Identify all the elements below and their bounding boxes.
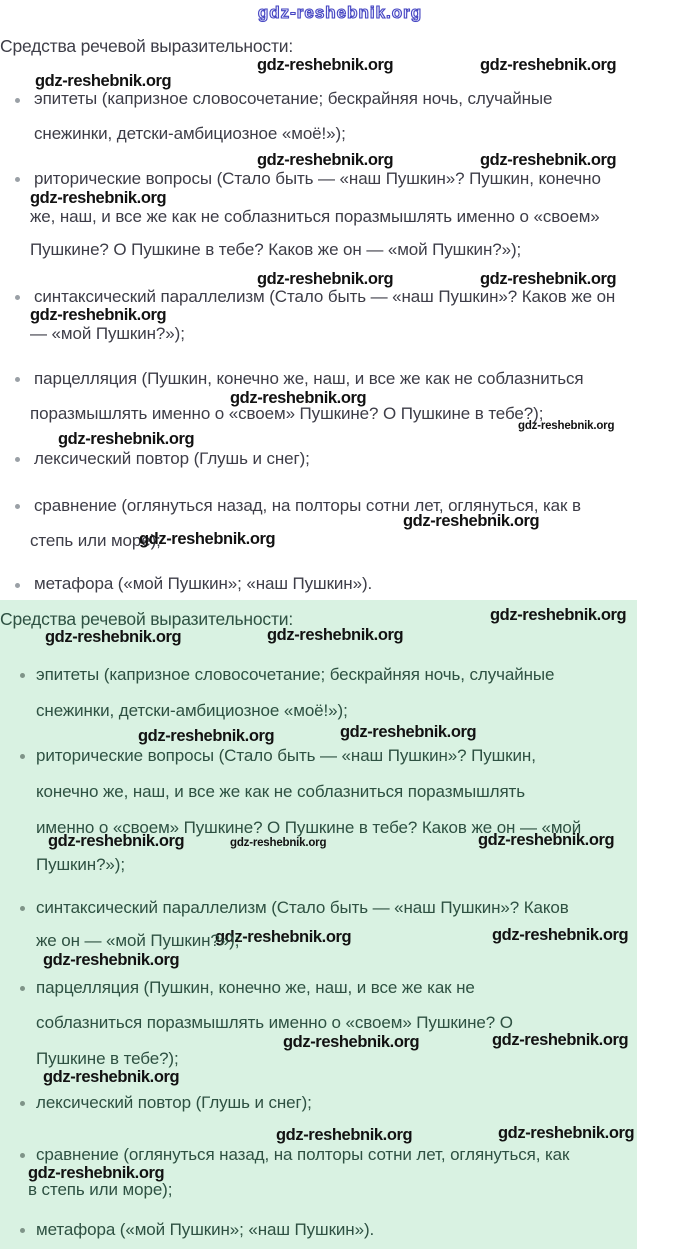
list-item-line: метафора («мой Пушкин»; «наш Пушкин»). — [34, 574, 373, 593]
watermark: gdz-reshebnik.org — [490, 606, 627, 624]
bullet-dot — [20, 1101, 25, 1106]
bullet-dot — [15, 295, 20, 300]
list-item-line: поразмышлять именно о «своем» Пушкине? О Пушкине в тебе?); — [30, 404, 544, 423]
list-item-line: в степь или море); — [28, 1180, 173, 1199]
list-item-line: синтаксический параллелизм (Стало быть — «наш Пушкин»? Каков — [36, 898, 569, 917]
bullet-dot — [20, 673, 25, 678]
watermark: gdz-reshebnik.org — [139, 530, 276, 548]
watermark: gdz-reshebnik.org — [276, 1126, 413, 1144]
list-item-line: сравнение (оглянуться назад, на полторы сотни лет, оглянуться, как — [36, 1145, 570, 1164]
list-item-line: именно о «своем» Пушкине? О Пушкине в тебе? Каков же он — «мой — [36, 818, 582, 837]
bullet-dot — [20, 1153, 25, 1158]
list-item-line: метафора («мой Пушкин»; «наш Пушкин»). — [36, 1220, 375, 1239]
watermark: gdz-reshebnik.org — [257, 56, 394, 74]
list-item-line: парцелляция (Пушкин, конечно же, наш, и все же как не соблазниться — [34, 369, 584, 388]
list-item-line: конечно же, наш, и все же как не соблазниться поразмышлять — [36, 782, 526, 801]
watermark: gdz-reshebnik.org — [340, 723, 477, 741]
list-item-line: Пушкине в тебе?); — [36, 1049, 179, 1068]
list-item-line: парцелляция (Пушкин, конечно же, наш, и все же как не — [36, 978, 475, 997]
watermark: gdz-reshebnik.org — [230, 837, 327, 849]
bullet-dot — [15, 457, 20, 462]
list-item-line: снежинки, детски-амбициозное «моё!»); — [34, 124, 346, 143]
bullet-dot — [15, 504, 20, 509]
list-item-line: лексический повтор (Глушь и снег); — [36, 1093, 312, 1112]
watermark: gdz-reshebnik.org — [480, 56, 617, 74]
header-watermark: gdz-reshebnik.org — [257, 3, 423, 22]
bullet-dot — [20, 754, 25, 759]
watermark: gdz-reshebnik.org — [48, 832, 185, 850]
watermark: gdz-reshebnik.org — [35, 72, 172, 90]
list-item-line: же он — «мой Пушкин?»); — [36, 931, 240, 950]
list-item-line: риторические вопросы (Стало быть — «наш Пушкин»? Пушкин, конечно — [34, 169, 601, 188]
watermark: gdz-reshebnik.org — [30, 306, 167, 324]
bullet-dot — [15, 98, 20, 103]
bullet-dot — [15, 177, 20, 182]
watermark: gdz-reshebnik.org — [480, 270, 617, 288]
watermark: gdz-reshebnik.org — [492, 1031, 629, 1049]
list-item-line: степь или море); — [30, 531, 161, 550]
list-item-line: же, наш, и все же как не соблазниться поразмышлять именно о «своем» — [30, 207, 600, 226]
watermark: gdz-reshebnik.org — [215, 928, 352, 946]
watermark: gdz-reshebnik.org — [257, 151, 394, 169]
watermark: gdz-reshebnik.org — [518, 420, 615, 432]
watermark: gdz-reshebnik.org — [480, 151, 617, 169]
section-title: Средства речевой выразительности: — [0, 36, 294, 56]
watermark: gdz-reshebnik.org — [478, 831, 615, 849]
watermark: gdz-reshebnik.org — [403, 512, 540, 530]
watermark: gdz-reshebnik.org — [138, 727, 275, 745]
watermark: gdz-reshebnik.org — [43, 951, 180, 969]
list-item-line: Пушкин?»); — [36, 855, 125, 874]
watermark: gdz-reshebnik.org — [28, 1164, 165, 1182]
watermark: gdz-reshebnik.org — [257, 270, 394, 288]
watermark: gdz-reshebnik.org — [267, 626, 404, 644]
list-item-line: сравнение (оглянуться назад, на полторы сотни лет, оглянуться, как в — [34, 496, 581, 515]
list-item-line: соблазниться поразмышлять именно о «своем» Пушкине? О — [36, 1013, 513, 1032]
watermark: gdz-reshebnik.org — [230, 389, 367, 407]
bullet-dot — [15, 377, 20, 382]
list-item-line: — «мой Пушкин?»); — [30, 324, 185, 343]
watermark: gdz-reshebnik.org — [58, 430, 195, 448]
watermark: gdz-reshebnik.org — [492, 926, 629, 944]
list-item-line: риторические вопросы (Стало быть — «наш Пушкин»? Пушкин, — [36, 746, 536, 765]
watermark: gdz-reshebnik.org — [30, 189, 167, 207]
list-item-line: синтаксический параллелизм (Стало быть — «наш Пушкин»? Каков же он — [34, 287, 616, 306]
watermark: gdz-reshebnik.org — [43, 1068, 180, 1086]
list-item-line: снежинки, детски-амбициозное «моё!»); — [36, 701, 348, 720]
list-item-line: Пушкине? О Пушкине в тебе? Каков же он — «мой Пушкин?»); — [30, 240, 522, 259]
bullet-dot — [20, 986, 25, 991]
bullet-dot — [20, 1228, 25, 1233]
list-item-line: эпитеты (капризное словосочетание; бескрайняя ночь, случайные — [34, 89, 553, 108]
bullet-dot — [20, 906, 25, 911]
watermark: gdz-reshebnik.org — [498, 1124, 635, 1142]
list-item-line: эпитеты (капризное словосочетание; бескрайняя ночь, случайные — [36, 665, 555, 684]
section-title: Средства речевой выразительности: — [0, 609, 294, 629]
bullet-dot — [15, 583, 20, 588]
list-item-line: лексический повтор (Глушь и снег); — [34, 449, 310, 468]
watermark: gdz-reshebnik.org — [283, 1033, 420, 1051]
watermark: gdz-reshebnik.org — [45, 628, 182, 646]
